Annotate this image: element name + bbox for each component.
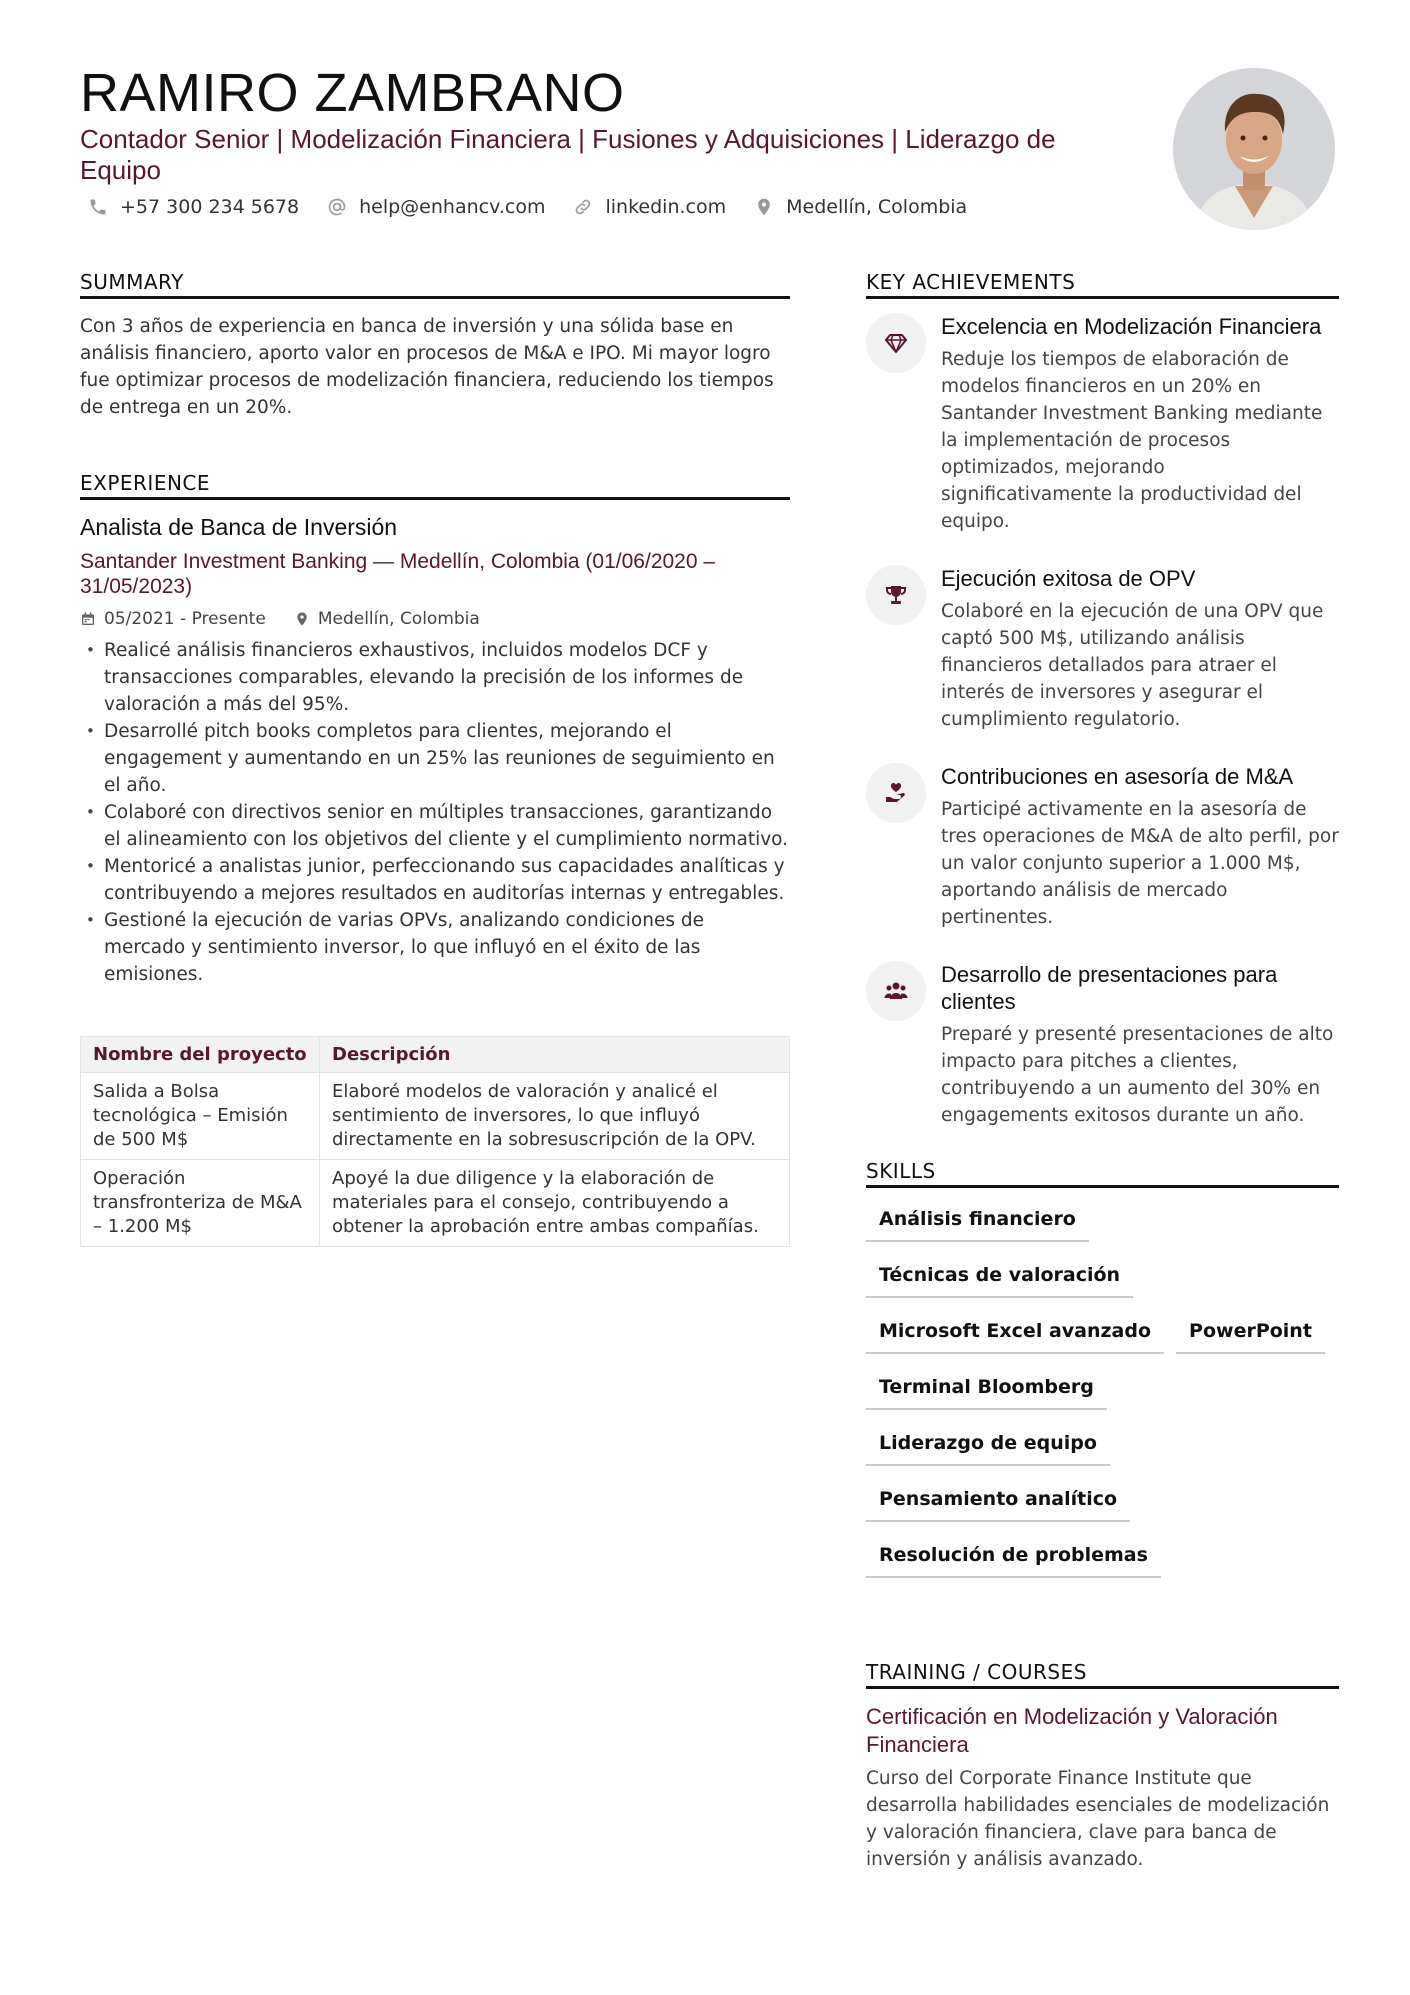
table-cell: Operación transfronteriza de M&A – 1.200 M$: [81, 1160, 320, 1247]
achievement-title: Desarrollo de presentaciones para clientes: [941, 962, 1278, 1014]
section-title-achievements: KEY ACHIEVEMENTS: [866, 270, 1339, 299]
job-meta: [80, 609, 790, 629]
table-cell: Apoyé la due diligence y la elaboración de materiales para el consejo, contribuyendo a obtener la aprobación entre ambas compañías.: [320, 1160, 790, 1247]
column-header-description: Descripción: [320, 1037, 790, 1073]
contact-location: [754, 196, 967, 218]
section-title-training: TRAINING / COURSES: [866, 1660, 1339, 1689]
skill-tag: Resolución de problemas: [866, 1536, 1161, 1578]
section-title-summary: SUMMARY: [80, 270, 790, 299]
achievements-section: [866, 270, 1339, 1129]
training-section: [866, 1660, 1339, 1873]
section-title-experience: EXPERIENCE: [80, 471, 790, 500]
phone-icon: [88, 197, 108, 217]
table-row: [81, 1073, 790, 1160]
list-item: • Realicé análisis financieros exhaustivos, incluidos modelos DCF y transacciones comparables, elevando la precisión de los informes de valoración a más del 95%.: [80, 637, 790, 718]
candidate-name: RAMIRO ZAMBRANO: [80, 63, 625, 123]
table-header-row: [81, 1037, 790, 1073]
job-dates-text: 05/2021 - Presente: [104, 609, 266, 629]
skill-tag: Pensamiento analítico: [866, 1480, 1130, 1522]
headline: Contador Senior | Modelización Financiera | Fusiones y Adquisiciones | Liderazgo de Equipo: [80, 124, 1056, 185]
achievement-title: Contribuciones en asesoría de M&A: [941, 764, 1294, 789]
list-item: • Gestioné la ejecución de varias OPVs, analizando condiciones de mercado y sentimiento inversor, lo que influyó en el éxito de las emisiones.: [80, 907, 790, 988]
list-item: • Desarrollé pitch books completos para clientes, mejorando el engagement y aumentando en un 25% las reuniones de seguimiento en el año.: [80, 718, 790, 799]
achievement-item: [866, 961, 1339, 1129]
job-bullets: [80, 637, 790, 988]
skills-list: [866, 1200, 1339, 1592]
job-location-text: Medellín, Colombia: [317, 609, 480, 629]
contact-bar: [88, 196, 995, 218]
skill-tag: Liderazgo de equipo: [866, 1424, 1110, 1466]
job-dates: [80, 609, 266, 629]
calendar-icon: [80, 611, 96, 627]
course-desc: Curso del Corporate Finance Institute que desarrolla habilidades esenciales de modelización y valoración financiera, clave para banca de inversión y análisis avanzado.: [866, 1768, 1330, 1870]
people-group-icon: [866, 961, 926, 1021]
phone-text: +57 300 234 5678: [120, 196, 300, 218]
skill-tag: Análisis financiero: [866, 1200, 1089, 1242]
job-location: [294, 609, 480, 629]
location-text: Medellín, Colombia: [786, 196, 968, 218]
list-item: • Colaboré con directivos senior en múltiples transacciones, garantizando el alineamiento con los objetivos del cliente y el cumplimiento normativo.: [80, 799, 790, 853]
skill-tag: PowerPoint: [1176, 1312, 1325, 1354]
link-icon: [573, 197, 593, 217]
linkedin-text: linkedin.com: [605, 196, 727, 218]
hand-heart-icon: [866, 763, 926, 823]
course-title: Certificación en Modelización y Valoración Financiera: [866, 1704, 1278, 1757]
achievement-item: [866, 763, 1339, 931]
skill-tag: Terminal Bloomberg: [866, 1368, 1107, 1410]
achievement-item: [866, 565, 1339, 733]
list-item: • Mentoricé a analistas junior, perfeccionando sus capacidades analíticas y contribuyendo a mejores resultados en auditorías internas y entregables.: [80, 853, 790, 907]
email-text: help@enhancv.com: [359, 196, 546, 218]
summary-text: Con 3 años de experiencia en banca de inversión y una sólida base en análisis financiero, aporto valor en procesos de M&A e IPO. Mi mayor logro fue optimizar procesos de modelización financiera, reduciendo los tiempos de entrega en un 20%.: [80, 316, 774, 418]
contact-linkedin[interactable]: [573, 196, 726, 218]
skill-tag: Microsoft Excel avanzado: [866, 1312, 1164, 1354]
location-pin-icon: [754, 197, 774, 217]
achievement-title: Excelencia en Modelización Financiera: [941, 314, 1322, 339]
skills-section: [866, 1159, 1339, 1592]
table-cell: Elaboré modelos de valoración y analicé el sentimiento de inversores, lo que influyó directamente en la sobresuscripción de la OPV.: [320, 1073, 790, 1160]
diamond-icon: [866, 313, 926, 373]
summary-section: [80, 270, 790, 421]
job-role: Analista de Banca de Inversión: [80, 514, 398, 540]
projects-table: [80, 1036, 790, 1247]
section-title-skills: SKILLS: [866, 1159, 1339, 1188]
contact-phone[interactable]: [88, 196, 299, 218]
column-header-project: Nombre del proyecto: [81, 1037, 320, 1073]
location-pin-icon: [294, 611, 310, 627]
at-icon: [327, 197, 347, 217]
skill-tag: Técnicas de valoración: [866, 1256, 1133, 1298]
achievement-desc: Preparé y presenté presentaciones de alto impacto para pitches a clientes, contribuyendo a un aumento del 30% en engagements exitosos durante un año.: [941, 1024, 1334, 1126]
achievement-desc: Colaboré en la ejecución de una OPV que captó 500 M$, utilizando análisis financieros detallados para atraer el interés de inversores y asegurar el cumplimiento regulatorio.: [941, 601, 1324, 730]
experience-section: [80, 471, 790, 1247]
achievement-title: Ejecución exitosa de OPV: [941, 566, 1196, 591]
right-column: [866, 270, 1339, 1873]
job-company: Santander Investment Banking — Medellín, Colombia (01/06/2020 – 31/05/2023): [80, 550, 716, 598]
profile-photo: [1173, 68, 1335, 230]
achievement-item: [866, 313, 1339, 535]
left-column: [80, 270, 790, 1247]
table-row: [81, 1160, 790, 1247]
achievement-desc: Participé activamente en la asesoría de tres operaciones de M&A de alto perfil, por un valor conjunto superior a 1.000 M$, aportando análisis de mercado pertinentes.: [941, 799, 1339, 928]
contact-email[interactable]: [327, 196, 545, 218]
table-cell: Salida a Bolsa tecnológica – Emisión de 500 M$: [81, 1073, 320, 1160]
achievement-desc: Reduje los tiempos de elaboración de modelos financieros en un 20% en Santander Investment Banking mediante la implementación de procesos optimizados, mejorando significativamente la productividad del equipo.: [941, 349, 1323, 532]
trophy-icon: [866, 565, 926, 625]
